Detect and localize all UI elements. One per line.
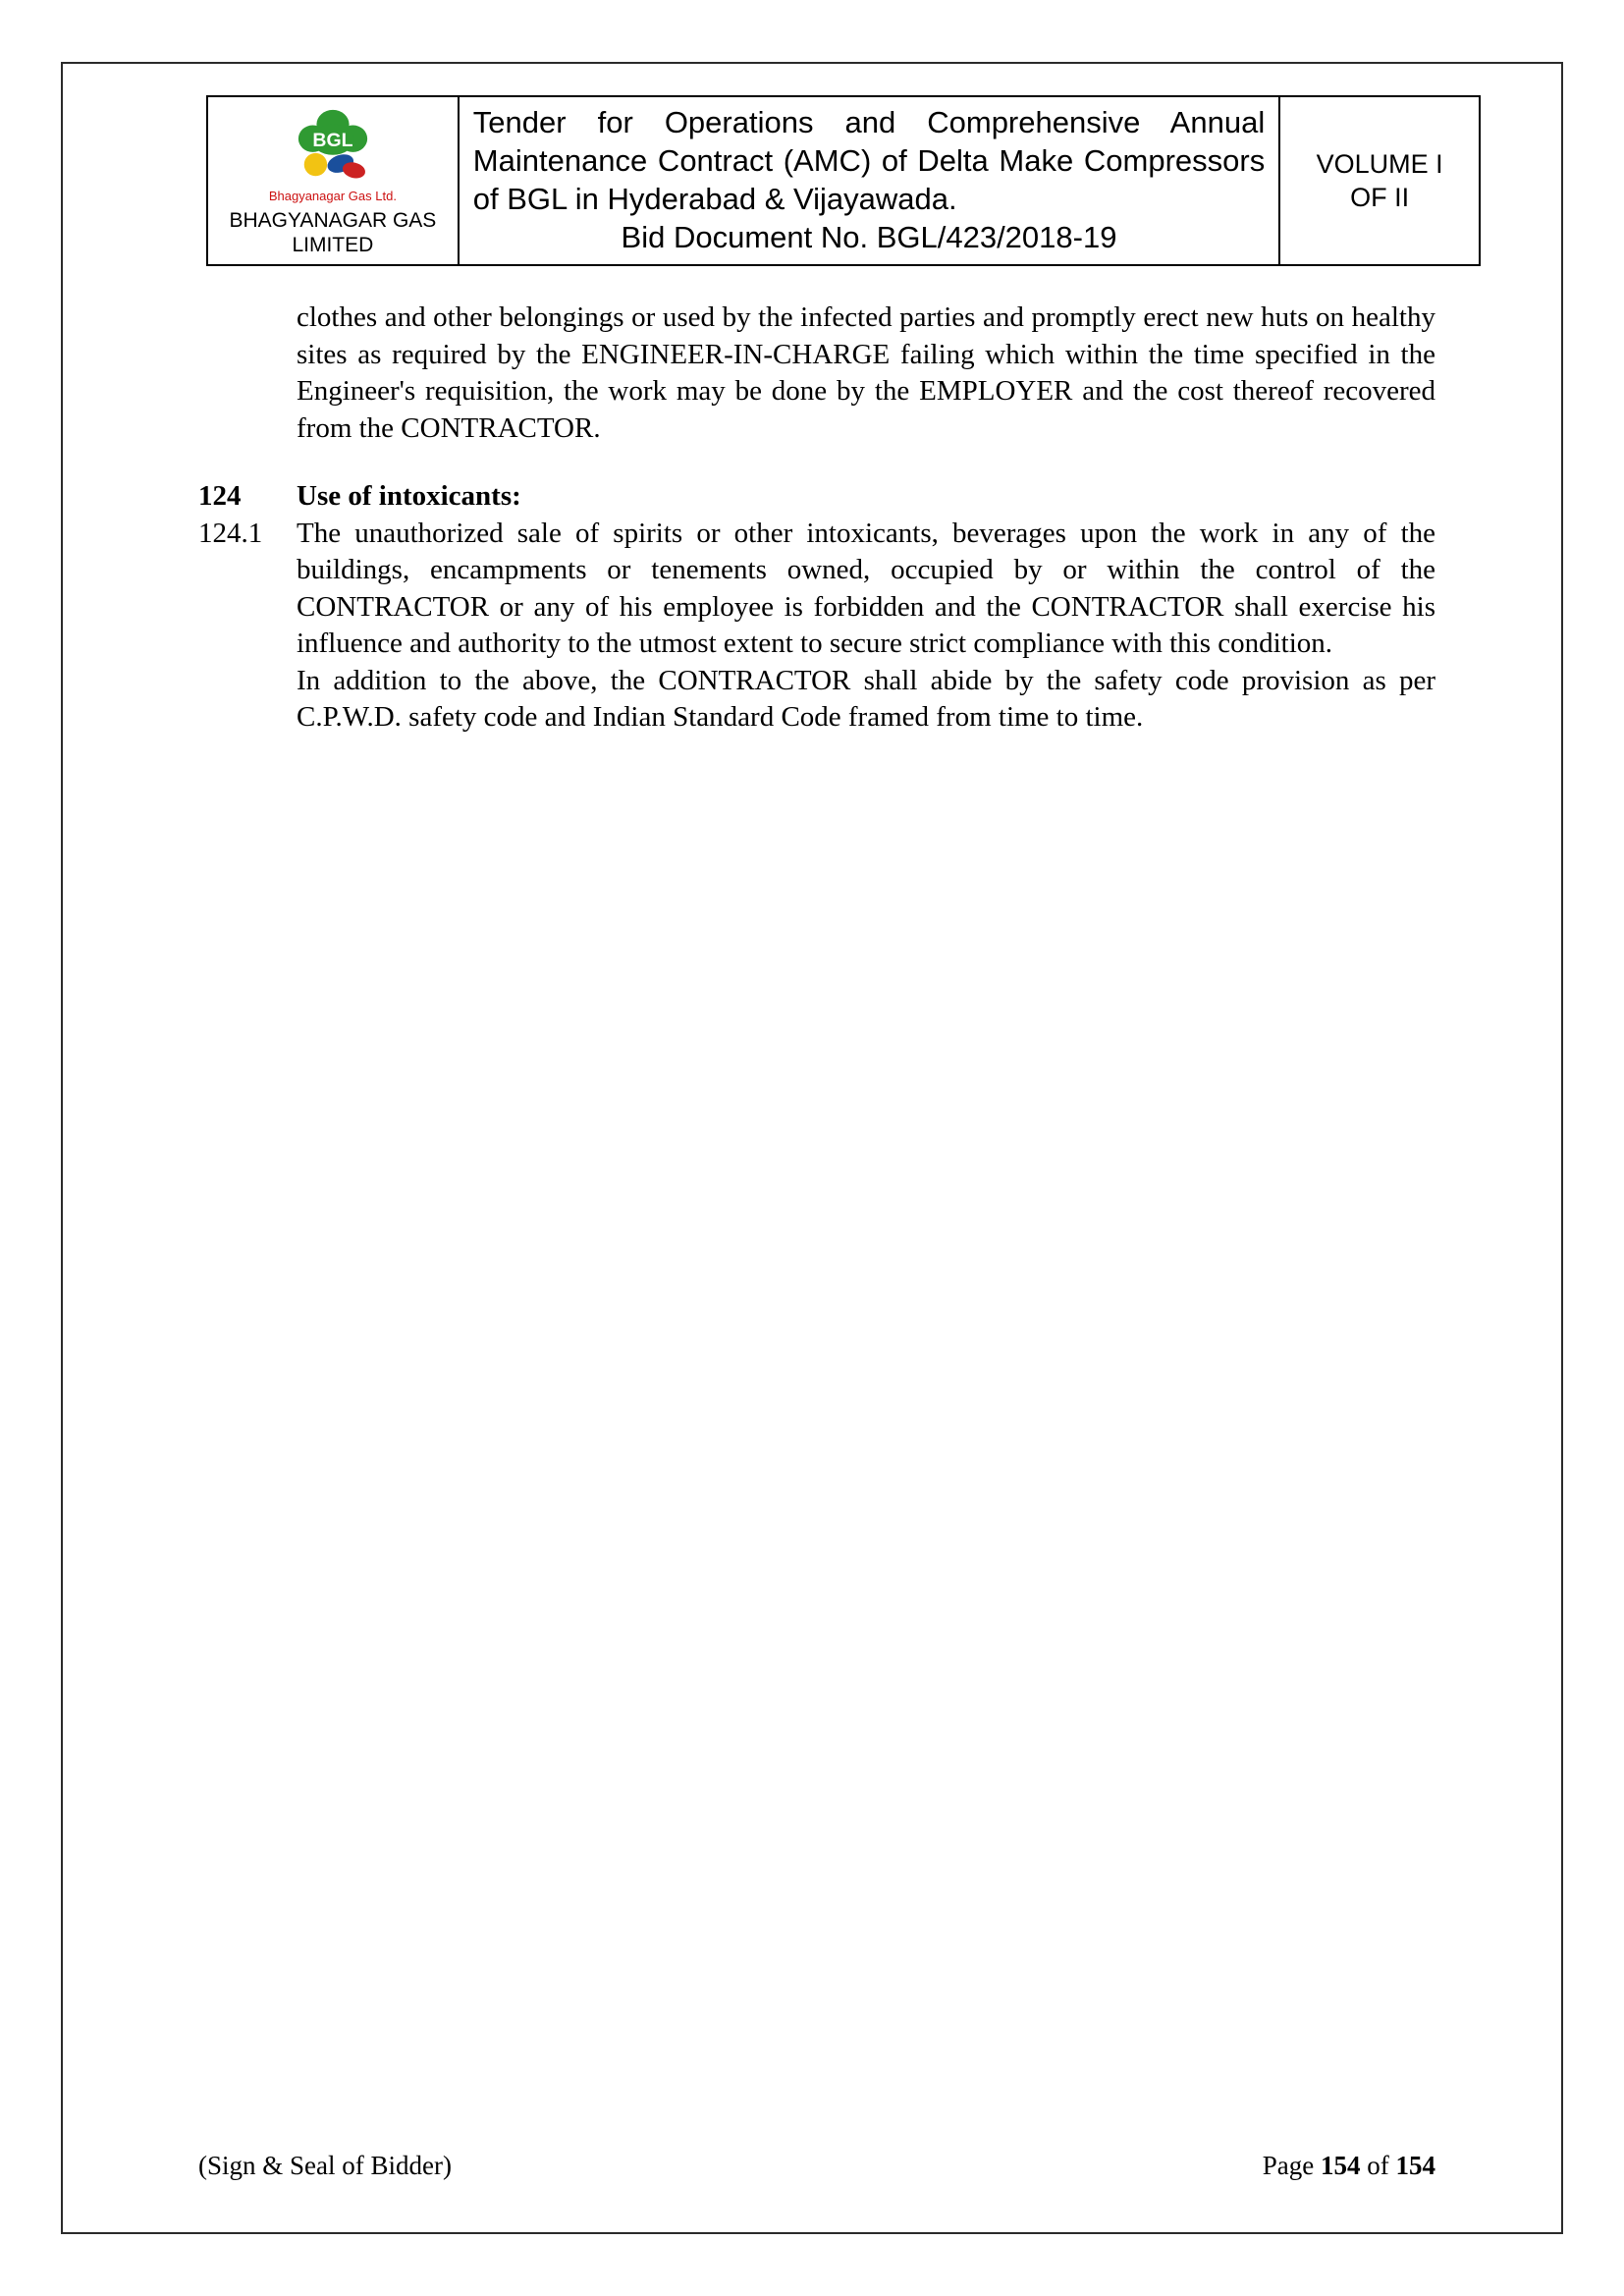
bgl-logo-icon (285, 107, 381, 186)
tender-title: Tender for Operations and Comprehensive Annual Maintenance Contract (AMC) of Delta Make Compressors of BGL in Hyderabad & Vijayawada. (472, 105, 1266, 216)
volume-line1: VOLUME I (1316, 149, 1443, 179)
clause-paragraph-1: The unauthorized sale of spirits or other intoxicants, beverages upon the work in any of the buildings, encampments or tenements owned, occupied by or within the control of the CONTRACTOR or any of his employee is forbidden and the CONTRACTOR shall exercise his influence and authority to the utmost extent to secure strict compliance with this condition. (297, 517, 1435, 659)
clause-paragraph-2: In addition to the above, the CONTRACTOR shall abide by the safety code provision as per C.P.W.D. safety code and Indian Standard Code framed from time to time. (297, 664, 1435, 733)
company-name-line1: BHAGYANAGAR GAS (229, 208, 437, 232)
page-total: 154 (1395, 2151, 1435, 2180)
volume-line2: OF II (1350, 183, 1410, 212)
header-title-cell (459, 96, 1279, 265)
header-logo-cell (207, 96, 459, 265)
page-indicator (1263, 2151, 1435, 2181)
header-table (206, 95, 1481, 266)
clause-number: 124.1 (198, 517, 263, 549)
section-number: 124 (198, 480, 242, 512)
company-name (214, 208, 452, 257)
paragraph-row (198, 300, 1435, 447)
document-body (198, 300, 1435, 737)
page-current: 154 (1321, 2151, 1361, 2180)
section-heading-row (198, 478, 1435, 516)
page-border (61, 62, 1563, 2234)
logo-tagline: Bhagyanagar Gas Ltd. (268, 188, 397, 203)
clause-row (198, 516, 1435, 737)
paragraph-spacer (198, 447, 1435, 478)
page-footer (198, 2151, 1435, 2181)
page-of-label: of (1360, 2151, 1396, 2180)
bid-document-number: Bid Document No. BGL/423/2018-19 (621, 220, 1117, 254)
sign-seal-note: (Sign & Seal of Bidder) (198, 2151, 452, 2180)
page-label: Page (1262, 2151, 1321, 2180)
section-title: Use of intoxicants: (297, 480, 521, 512)
company-name-line2: LIMITED (292, 233, 374, 256)
bgl-logo-acronym: BGL (312, 129, 353, 151)
bgl-logo (269, 107, 397, 203)
clause-text (297, 516, 1435, 737)
continued-paragraph: clothes and other belongings or used by the infected parties and promptly erect new huts on healthy sites as required by the ENGINEER-IN-CHARGE failing which within the time specified in the Engineer's requisition, the work may be done by the EMPLOYER and the cost thereof recovered from the CONTRACTOR. (297, 301, 1435, 444)
header-volume-cell (1279, 96, 1480, 265)
